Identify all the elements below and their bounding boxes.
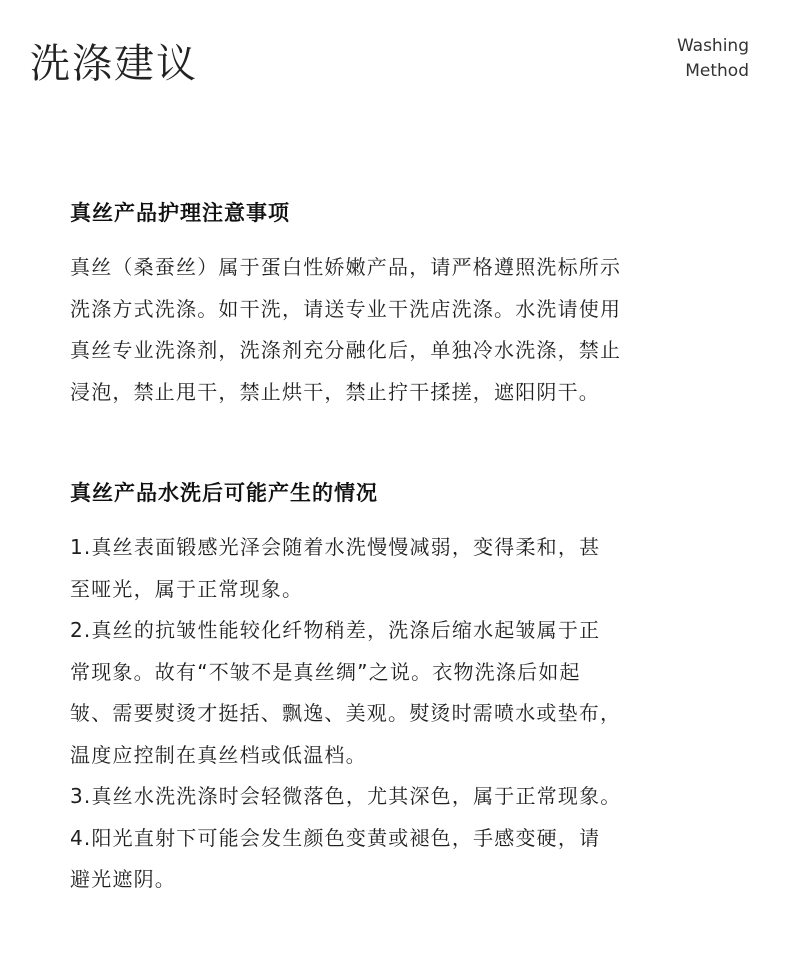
care-section-heading: 真丝产品护理注意事项 [70, 201, 290, 225]
after-wash-text-line: 4.阳光直射下可能会发生颜色变黄或褪色，手感变硬，请 [70, 825, 601, 850]
after-wash-text-line: 避光遮阴。 [70, 867, 176, 891]
care-text-line: 洗涤方式洗涤。如干洗，请送专业干洗店洗涤。水洗请使用 [70, 296, 622, 321]
after-wash-text-line: 2.真丝的抗皱性能较化纤物稍差，洗涤后缩水起皱属于正 [70, 618, 601, 642]
care-section [70, 198, 740, 413]
after-wash-section-heading: 真丝产品水洗后可能产生的情况 [70, 481, 378, 505]
after-wash-text-line: 皱、需要熨烫才挺括、飘逸、美观。熨烫时需喷水或垫布， [70, 701, 622, 725]
subtitle [677, 34, 749, 84]
after-wash-text-line: 常现象。故有“不皱不是真丝绸”之说。衣物洗涤后如起 [70, 659, 581, 684]
after-wash-section [70, 478, 740, 901]
care-text-line: 真丝专业洗涤剂，洗涤剂充分融化后，单独冷水洗涤，禁止 [70, 338, 622, 362]
after-wash-section-body [70, 527, 740, 901]
care-text-line: 真丝（桑蚕丝）属于蛋白性娇嫩产品，请严格遵照洗标所示 [70, 255, 622, 279]
subtitle-line-2: Method [685, 61, 749, 81]
care-section-body [70, 247, 740, 413]
care-text-line: 浸泡，禁止甩干，禁止烘干，禁止拧干揉搓，遮阳阴干。 [70, 379, 600, 404]
after-wash-text-line: 3.真丝水洗洗涤时会轻微落色，尤其深色，属于正常现象。 [70, 784, 622, 808]
after-wash-text-line: 至哑光，属于正常现象。 [70, 576, 304, 601]
page-title: 洗涤建议 [30, 41, 198, 87]
after-wash-text-line: 温度应控制在真丝档或低温档。 [70, 742, 367, 767]
after-wash-text-line: 1.真丝表面锻感光泽会随着水洗慢慢减弱，变得柔和，甚 [70, 535, 601, 559]
subtitle-line-1: Washing [676, 36, 749, 56]
